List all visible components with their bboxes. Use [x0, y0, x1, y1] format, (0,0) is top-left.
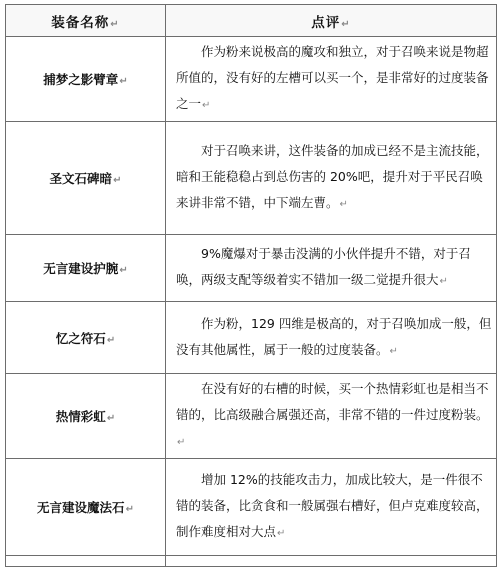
equipment-name-cell: [6, 37, 166, 122]
review-cell: [166, 302, 497, 374]
empty-cell: [166, 556, 497, 567]
equipment-name-cell: [6, 122, 166, 235]
return-mark: ↵: [113, 175, 122, 186]
equipment-name: 忆之符石: [55, 330, 106, 346]
return-mark: ↵: [177, 437, 186, 448]
return-mark: ↵: [106, 334, 116, 346]
empty-cell: [6, 556, 166, 567]
return-mark: ↵: [439, 276, 448, 287]
return-mark: ↵: [339, 199, 348, 210]
review-text: 作为粉，129 四维是极高的，对于召唤加成一般，但没有其他属性，属于一般的过度装备。: [176, 315, 492, 357]
table-row-partial: [6, 556, 497, 567]
return-mark: ↵: [202, 100, 211, 111]
review-cell: [166, 37, 497, 122]
equipment-review-table: [5, 4, 497, 567]
return-mark: ↵: [125, 504, 134, 515]
table-header-row: [6, 5, 497, 37]
return-mark: ↵: [119, 76, 128, 87]
review-text: 作为粉来说极高的魔攻和独立，对于召唤来说是物超所值的，没有好的左槽可以买一个，是非常好的过度装备之一: [176, 44, 489, 111]
return-mark: ↵: [277, 528, 286, 539]
return-mark: ↵: [389, 345, 398, 357]
table-row: [6, 302, 497, 374]
review-text: 在没有好的右槽的时候，买一个热情彩虹也是相当不错的，比高级融合属强还高，非常不错的一件过度粉装。: [176, 381, 489, 422]
return-mark: ↵: [106, 413, 116, 424]
table-row: [6, 37, 497, 122]
header-equipment-name: [6, 5, 166, 37]
return-mark: ↵: [110, 18, 120, 30]
review-cell: [166, 374, 497, 459]
header-review-label: 点评: [311, 14, 341, 31]
header-review: [166, 5, 497, 37]
equipment-name-cell: [6, 374, 166, 459]
header-name-label: 装备名称: [51, 14, 110, 31]
equipment-name: 无言建设魔法石: [37, 500, 125, 515]
review-text: 对于召唤来讲，这件装备的加成已经不是主流技能，暗和王能稳稳占到总伤害的 20%吧，提升对于平民召唤来讲非常不错，中下端左曹。: [176, 143, 489, 210]
table-row: [6, 374, 497, 459]
equipment-name: 无言建设护腕: [43, 261, 119, 276]
equipment-name-cell: [6, 302, 166, 374]
review-text: 增加 12%的技能攻击力，加成比较大，是一件很不错的装备，比贪食和一般属强右槽好，但卢克难度较高，制作难度相对大点: [176, 472, 489, 539]
equipment-name: 圣文石碑暗: [49, 171, 113, 186]
review-cell: [166, 122, 497, 235]
table-row: [6, 459, 497, 556]
table-row: [6, 235, 497, 302]
return-mark: ↵: [119, 265, 128, 276]
review-cell: [166, 235, 497, 302]
equipment-name: 捕梦之影臂章: [43, 72, 119, 87]
equipment-name: 热情彩虹: [55, 409, 106, 424]
table-row: [6, 122, 497, 235]
review-text: 9%魔爆对于暴击没满的小伙伴提升不错，对于召唤，两级支配等级着实不错加一级二觉提升很大: [176, 246, 471, 287]
equipment-name-cell: [6, 235, 166, 302]
equipment-name-cell: [6, 459, 166, 556]
review-cell: [166, 459, 497, 556]
return-mark: ↵: [341, 18, 351, 30]
